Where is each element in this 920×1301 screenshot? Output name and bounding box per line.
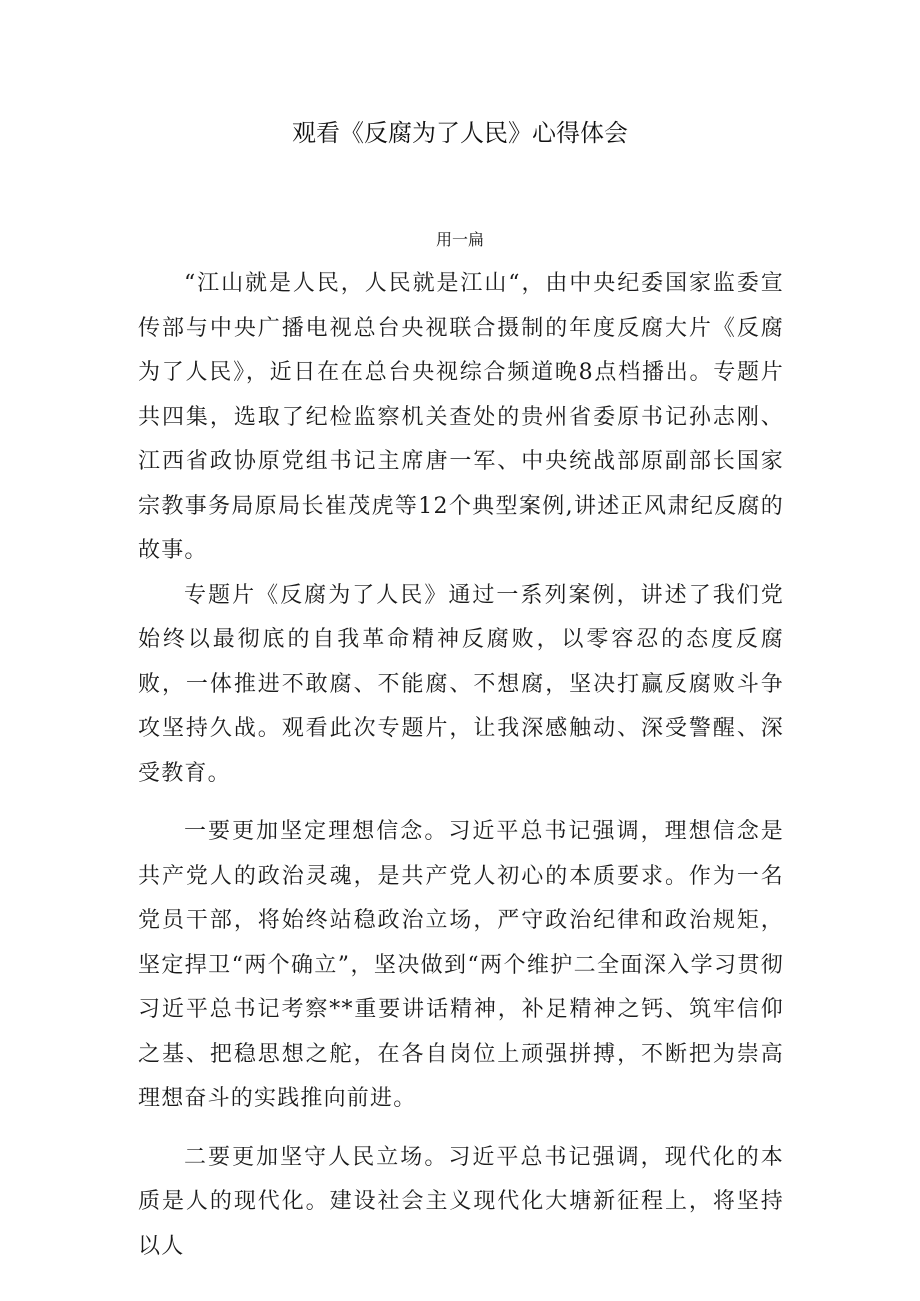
paragraph-summary: 专题片《反腐为了人民》通过一系列案例，讲述了我们党始终以最彻底的自我革命精神反腐败，以零容忍的态度反腐败，一体推进不敢腐、不能腐、不想腐，坚决打赢反腐败斗争攻坚持久战。观看此次专题片，让我深感触动、深受警醒、深受教育。 (138, 582, 784, 786)
document-subtitle: 用一扁 (435, 230, 484, 249)
paragraph-intro: “江山就是人民，人民就是江山“，由中央纪委国家监委宣传部与中央广播电视总台央视联合摄制的年度反腐大片《反腐为了人民》，近日在在总台央视综合频道晚8点档播出。专题片共四集，选取了纪检监察机关查处的贵州省委原书记孙志刚、江西省政协原党组书记主席唐一军、中央统战部原副部长国家宗教事务局原局长崔茂虎等12个典型案例,讲述正风肃纪反腐的故事。 (138, 271, 784, 563)
paragraph-people: 二要更加坚守人民立场。习近平总书记强调，现代化的本质是人的现代化。建设社会主义现代化大塘新征程上，将坚持以人 (138, 1144, 784, 1259)
document-body (138, 262, 784, 1269)
document-title: 观看《反腐为了人民》心得体会 (292, 119, 628, 147)
paragraph-ideals: 一要更加坚定理想信念。习近平总书记强调，理想信念是共产党人的政治灵魂，是共产党人初心的本质要求。作为一名党员干部，将始终站稳政治立场，严守政治纪律和政治规矩，坚定捍卫“两个确立”，坚决做到“两个维护二全面深入学习贯彻习近平总书记考察**重要讲话精神，补足精神之钙、筑牢信仰之基、把稳思想之舵，在各自岗位上顽强拼搏，不断把为崇高理想奋斗的实践推向前进。 (138, 819, 784, 1111)
